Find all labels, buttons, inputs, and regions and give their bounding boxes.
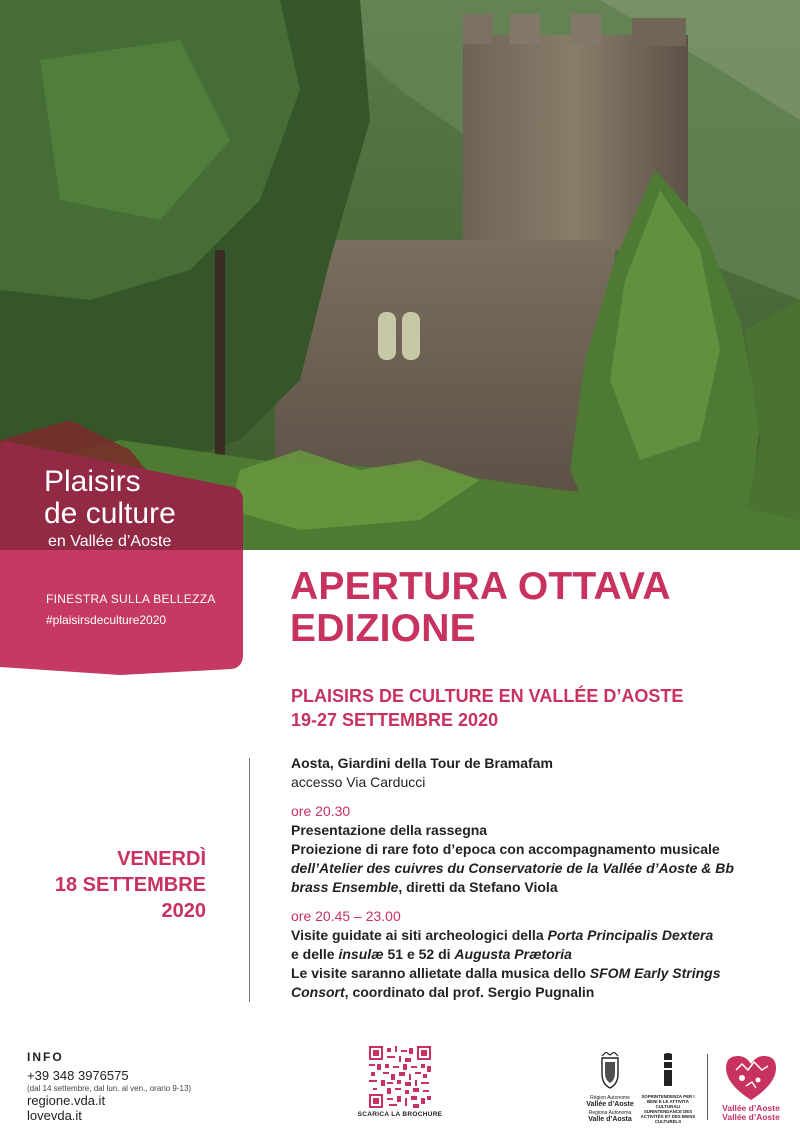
venue: Aosta, Giardini della Tour de Bramafam (291, 755, 553, 771)
logo-region-text3: Regione Autonoma (588, 1110, 632, 1116)
event2-line2-d: Augusta Prætoria (454, 946, 572, 962)
event1-desc-line3 (291, 878, 761, 897)
main-title-line1: APERTURA OTTAVA (290, 565, 671, 608)
logo-divider (707, 1054, 708, 1120)
event2-line2 (291, 945, 761, 964)
soprintendenza-text: SOPRINTENDENZA PER I BENI E LE ATTIVITÀ CULTURALI SURINTENDANCE DES ACTIVITÉS ET DES BIENS CULTURELS (640, 1094, 696, 1124)
event2-line4-a: Consort (291, 984, 345, 1000)
event-date (40, 846, 206, 924)
event1-desc-line2 (291, 859, 761, 878)
brand-hashtag: #plaisirsdeculture2020 (46, 613, 167, 627)
event1-ensemble: dell’Atelier des cuivres du Conservatorie de la Vallée d’Aoste & Bb (291, 860, 734, 876)
info-website-lovevda[interactable]: lovevda.it (27, 1108, 82, 1123)
event2-line1-a: Visite guidate ai siti archeologici della (291, 927, 548, 943)
event1-ensemble-end: brass Ensemble (291, 879, 399, 895)
logo-vda-text2: Vallée d’Aoste (722, 1112, 780, 1122)
event-subtitle-line2: 19-27 SETTEMBRE 2020 (291, 710, 499, 730)
info-label: INFO (27, 1050, 64, 1064)
event-date-year: 2020 (161, 900, 206, 922)
event2-line1-b: Porta Principalis Dextera (547, 927, 714, 943)
logo-vda-text1: Vallée d’Aoste (722, 1103, 780, 1113)
main-title-line2: EDIZIONE (290, 607, 476, 650)
event-subtitle-line1: PLAISIRS DE CULTURE EN VALLÉE D’AOSTE (291, 686, 684, 706)
event1-desc-line1: Proiezione di rare foto d’epoca con accompagnamento musicale (291, 841, 720, 857)
logo-region-text4: Valle d’Aosta (588, 1116, 632, 1123)
event-date-day: 18 SETTEMBRE (54, 874, 206, 896)
event2-line2-b: insulæ (338, 946, 384, 962)
brand-title-line1: Plaisirs (44, 465, 141, 498)
vallee-daoste-heart-logo-icon (722, 1050, 780, 1104)
brand-subtitle: en Vallée d’Aoste (48, 533, 172, 550)
qr-label: SCARICA LA BROCHURE (357, 1111, 443, 1118)
main-title (290, 566, 770, 650)
event1-director: , diretti da Stefano Viola (398, 879, 558, 895)
event2-line3-a: Le visite saranno allietate dalla musica dello (291, 965, 590, 981)
event2-line3 (291, 964, 761, 983)
event2-line4 (291, 983, 761, 1002)
logo-region-text2: Vallée d’Aoste (586, 1101, 634, 1108)
brand-title-line2: de culture (44, 497, 176, 530)
event2-line2-a: e delle (291, 946, 339, 962)
logo-region-text1: Région Autonome (590, 1095, 630, 1101)
vertical-divider (249, 758, 250, 1002)
event2-line2-c: 51 e 52 di (383, 946, 455, 962)
event2-line1 (291, 926, 761, 945)
time-slot-2: ore 20.45 – 23.00 (291, 908, 401, 924)
brand-tagline: FINESTRA SULLA BELLEZZA (46, 592, 216, 606)
info-phone[interactable]: +39 348 3976575 (27, 1068, 129, 1083)
brand-title (44, 466, 176, 530)
qr-code-icon[interactable] (369, 1046, 431, 1108)
event1-title: Presentazione della rassegna (291, 822, 488, 838)
time-slot-1: ore 20.30 (291, 803, 351, 819)
event-subtitle (291, 684, 683, 732)
program (291, 754, 761, 1002)
venue-access: accesso Via Carducci (291, 774, 426, 790)
event-date-weekday: VENERDÌ (117, 848, 206, 870)
info-website-regione[interactable]: regione.vda.it (27, 1093, 106, 1108)
event2-line4-b: , coordinato dal prof. Sergio Pugnalin (344, 984, 595, 1000)
event2-line3-b: SFOM Early Strings (589, 965, 721, 981)
info-hours: (dal 14 settembre, dal lun. al ven., orario 9-13) (27, 1084, 192, 1093)
